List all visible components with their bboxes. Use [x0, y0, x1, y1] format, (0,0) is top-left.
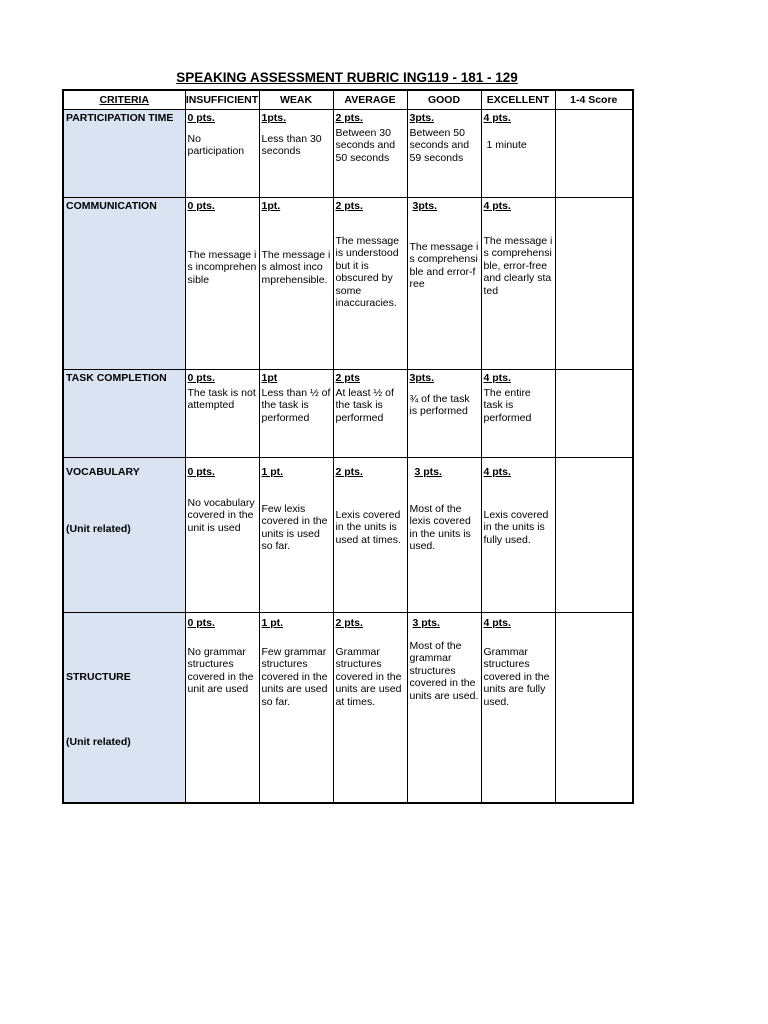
points-label: 2 pts [335, 372, 361, 384]
description: 1 minute [486, 138, 527, 151]
header-row [63, 90, 633, 110]
criteria-structure [63, 613, 185, 803]
score-cell[interactable] [555, 613, 633, 803]
rubric-cell [407, 110, 481, 198]
rubric-cell [259, 458, 333, 613]
description: Grammar structures covered in the units are used at times. [335, 645, 402, 708]
criteria-sublabel: (Unit related) [66, 735, 131, 748]
table-row [63, 458, 633, 613]
description: No grammar structures covered in the unit are used [187, 645, 254, 695]
points-label: 4 pts. [483, 466, 511, 478]
header-good: GOOD [407, 90, 481, 110]
points-label: 0 pts. [187, 466, 215, 478]
rubric-table [62, 89, 634, 804]
points-label: 1pt [261, 372, 278, 384]
rubric-cell [259, 613, 333, 803]
header-average: AVERAGE [333, 90, 407, 110]
description: No vocabulary covered in the unit is used [187, 496, 255, 534]
rubric-cell [481, 458, 555, 613]
points-label: 2 pts. [335, 200, 363, 212]
description: The message is comprehensible and error-free [409, 240, 479, 290]
rubric-cell [333, 370, 407, 458]
criteria-label: STRUCTURE [66, 671, 131, 683]
points-label: 3pts. [412, 200, 438, 212]
description: Grammar structures covered in the units are fully used. [483, 645, 550, 708]
points-label: 0 pts. [187, 617, 215, 629]
points-label: 2 pts. [335, 617, 363, 629]
rubric-cell [259, 370, 333, 458]
criteria-participation-time: PARTICIPATION TIME [63, 110, 185, 198]
rubric-cell [407, 370, 481, 458]
score-cell[interactable] [555, 198, 633, 370]
criteria-task-completion: TASK COMPLETION [63, 370, 185, 458]
description: Lexis covered in the units is fully used. [483, 508, 549, 546]
description: The message is almost incomprehensible. [261, 248, 331, 286]
description: Lexis covered in the units is used at times. [335, 508, 401, 546]
description: The entire task is performed [483, 386, 532, 424]
points-label: 1 pt. [261, 466, 284, 478]
header-score: 1-4 Score [555, 90, 633, 110]
rubric-cell [407, 198, 481, 370]
points-label: 0 pts. [187, 112, 215, 124]
description: No participation [187, 132, 245, 157]
header-insufficient: INSUFFICIENT [185, 90, 259, 110]
description: The message is understood but it is obscured by some inaccuracies. [335, 234, 400, 309]
points-label: 3pts. [409, 372, 435, 384]
rubric-cell [259, 110, 333, 198]
score-cell[interactable] [555, 458, 633, 613]
points-label: 4 pts. [483, 372, 511, 384]
points-label: 0 pts. [187, 372, 215, 384]
points-label: 2 pts. [335, 466, 363, 478]
points-label: 3 pts. [414, 466, 442, 478]
points-label: 1pts. [261, 112, 287, 124]
table-row [63, 370, 633, 458]
table-row [63, 198, 633, 370]
description: Most of the lexis covered in the units is used. [409, 502, 471, 552]
rubric-cell [185, 110, 259, 198]
description: At least ½ of the task is performed [335, 386, 394, 424]
description: Less than ½ of the task is performed [261, 386, 331, 424]
rubric-cell [481, 198, 555, 370]
points-label: 2 pts. [335, 112, 363, 124]
description: Most of the grammar structures covered in the units are used. [409, 639, 479, 702]
points-label: 4 pts. [483, 200, 511, 212]
points-label: 4 pts. [483, 112, 511, 124]
rubric-cell [407, 458, 481, 613]
criteria-vocabulary [63, 458, 185, 613]
rubric-cell [185, 370, 259, 458]
table-row [63, 110, 633, 198]
header-criteria: CRITERIA [63, 90, 185, 110]
criteria-communication: COMMUNICATION [63, 198, 185, 370]
points-label: 1pt. [261, 200, 281, 212]
description: Few lexis covered in the units is used so far. [261, 502, 328, 552]
rubric-cell [333, 110, 407, 198]
rubric-cell [333, 198, 407, 370]
header-excellent: EXCELLENT [481, 90, 555, 110]
rubric-cell [185, 198, 259, 370]
points-label: 3pts. [409, 112, 435, 124]
rubric-cell [481, 370, 555, 458]
description: Between 30 seconds and 50 seconds [335, 126, 396, 164]
description: Less than 30 seconds [261, 132, 322, 157]
description: The message is comprehensible, error-free and clearly stated [483, 234, 553, 297]
description: Between 50 seconds and 59 seconds [409, 126, 470, 164]
rubric-cell [407, 613, 481, 803]
criteria-label: VOCABULARY [66, 466, 140, 478]
rubric-cell [481, 110, 555, 198]
description: Few grammar structures covered in the units are used so far. [261, 645, 328, 708]
rubric-cell [333, 458, 407, 613]
table-row [63, 613, 633, 803]
points-label: 4 pts. [483, 617, 511, 629]
rubric-cell [259, 198, 333, 370]
score-cell[interactable] [555, 370, 633, 458]
criteria-sublabel: (Unit related) [66, 522, 131, 535]
page-title: SPEAKING ASSESSMENT RUBRIC ING119 - 181 - 129 [176, 70, 518, 85]
description: The task is not attempted [187, 386, 256, 411]
points-label: 3 pts. [412, 617, 440, 629]
rubric-cell [185, 458, 259, 613]
points-label: 1 pt. [261, 617, 284, 629]
points-label: 0 pts. [187, 200, 215, 212]
description: ¾ of the task is performed [409, 392, 470, 417]
description: The message is incomprehensible [187, 248, 257, 286]
rubric-cell [185, 613, 259, 803]
rubric-cell [481, 613, 555, 803]
header-weak: WEAK [259, 90, 333, 110]
score-cell[interactable] [555, 110, 633, 198]
rubric-cell [333, 613, 407, 803]
